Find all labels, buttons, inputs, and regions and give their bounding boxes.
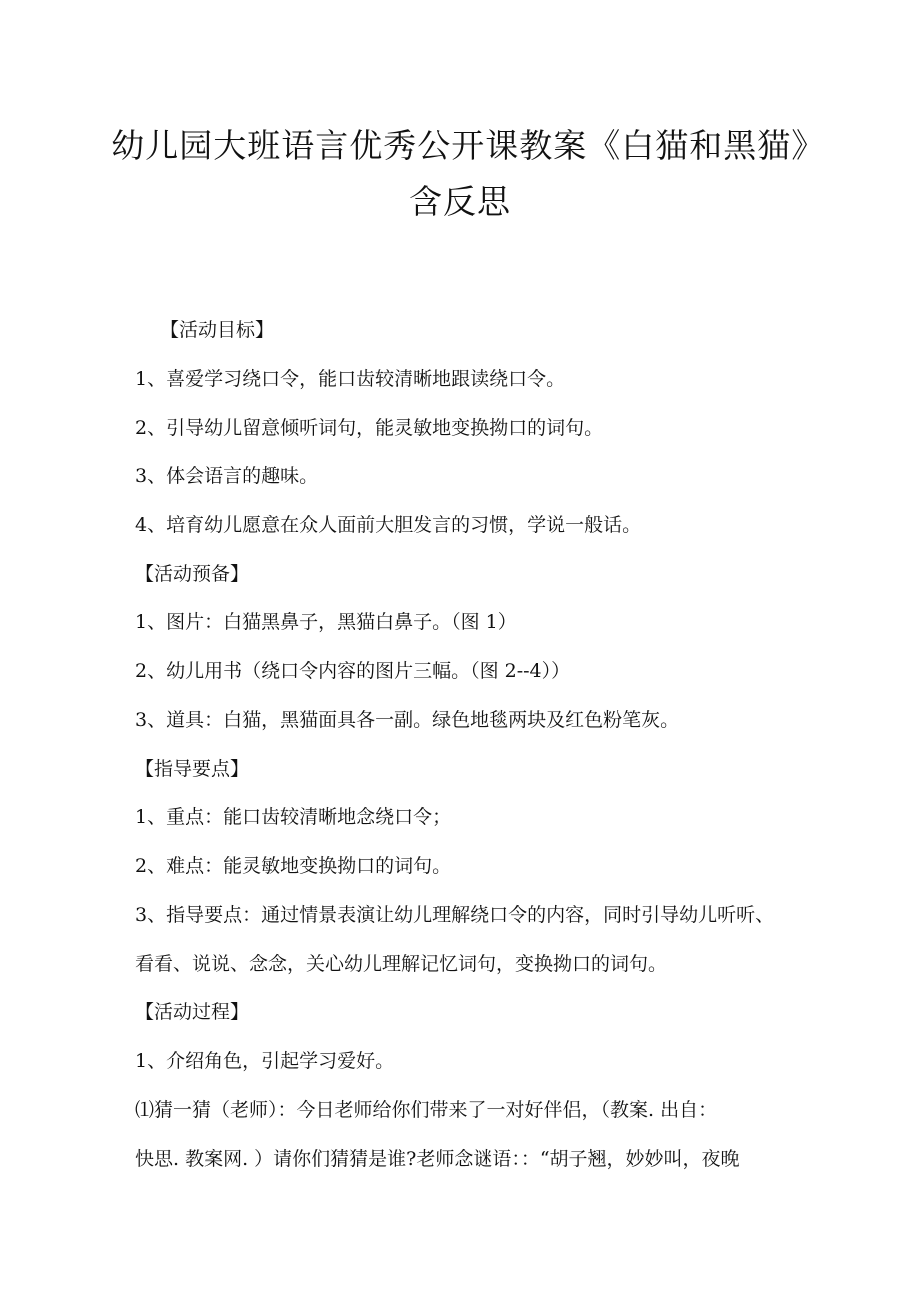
paragraph: 1、图片：白猫黑鼻子，黑猫白鼻子。（图 1） (135, 611, 517, 633)
paragraph: 3、体会语言的趣味。 (135, 465, 319, 487)
paragraph: 1、介绍角色，引起学习爱好。 (135, 1050, 395, 1072)
document-title: 幼儿园大班语言优秀公开课教案《白猫和黑猫》含反思 (111, 126, 809, 221)
section-heading-process: 【活动过程】 (135, 1001, 250, 1023)
paragraph: 4、培育幼儿愿意在众人面前大胆发言的习惯，学说一般话。 (135, 514, 642, 536)
paragraph: 3、指导要点：通过情景表演让幼儿理解绕口令的内容，同时引导幼儿听听、 (135, 904, 775, 926)
paragraph: 2、幼儿用书（绕口令内容的图片三幅。（图 2--4）） (135, 660, 571, 682)
paragraph: ⑴猜一猜（老师）：今日老师给你们带来了一对好伴侣，（教案. 出自： (135, 1099, 718, 1121)
section-heading-preparation: 【活动预备】 (135, 563, 250, 585)
section-heading-goals: 【活动目标】 (160, 319, 275, 341)
paragraph: 看看、说说、念念，关心幼儿理解记忆词句，变换拗口的词句。 (135, 953, 668, 975)
paragraph: 2、引导幼儿留意倾听词句，能灵敏地变换拗口的词句。 (135, 417, 604, 439)
paragraph: 2、难点：能灵敏地变换拗口的词句。 (135, 855, 452, 877)
paragraph: 3、道具：白猫，黑猫面具各一副。绿色地毯两块及红色粉笔灰。 (135, 709, 680, 731)
paragraph: 1、重点：能口齿较清晰地念绕口令； (135, 806, 452, 828)
paragraph: 1、喜爱学习绕口令，能口齿较清晰地跟读绕口令。 (135, 368, 566, 390)
paragraph: 快思. 教案网. ）请你们猜猜是谁?老师念谜语：：“胡子翘，妙妙叫，夜晚 (135, 1148, 740, 1170)
section-heading-guidance: 【指导要点】 (135, 758, 250, 780)
